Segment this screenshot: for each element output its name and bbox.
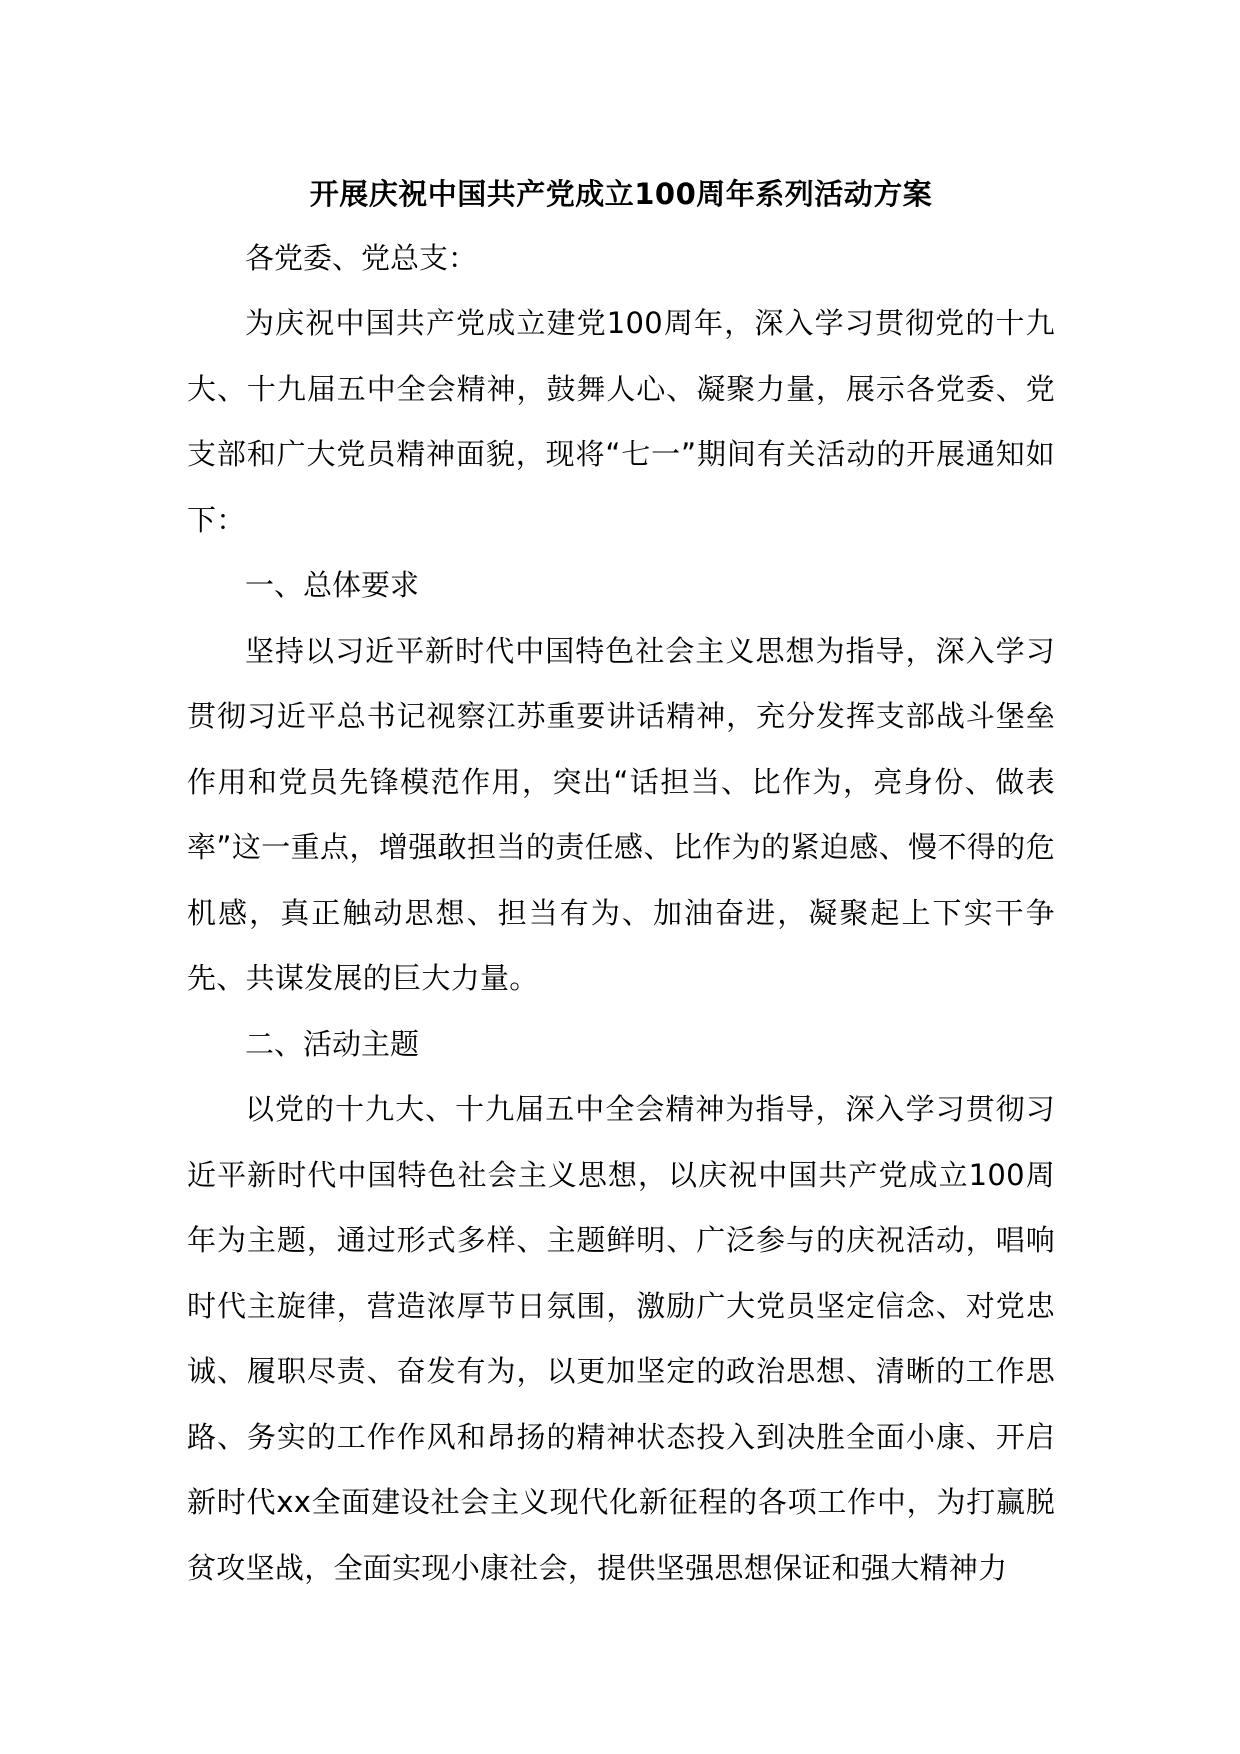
document-title: 开展庆祝中国共产党成立100周年系列活动方案	[309, 177, 933, 211]
intro-paragraph: 为庆祝中国共产党成立建党100周年，深入学习贯彻党的十九大、十九届五中全会精神，鼓舞人心、凝聚力量，展示各党委、党支部和广大党员精神面貌，现将“七一”期间有关活动的开展通知如下：	[187, 306, 1055, 537]
section-body-general-requirements: 坚持以习近平新时代中国特色社会主义思想为指导，深入学习贯彻习近平总书记视察江苏重要讲话精神，充分发挥支部战斗堡垒作用和党员先锋模范作用，突出“话担当、比作为，亮身份、做表率”这一重点，增强敢担当的责任感、比作为的紧迫感、慢不得的危机感，真正触动思想、担当有为、加油奋进，凝聚起上下实干争先、共谋发展的巨大力量。	[187, 633, 1055, 995]
section-heading-activity-theme: 二、活动主题	[245, 1026, 420, 1061]
section-heading-general-requirements: 一、总体要求	[245, 568, 420, 602]
salutation: 各党委、党总支：	[245, 241, 478, 275]
section-body-activity-theme: 以党的十九大、十九届五中全会精神为指导，深入学习贯彻习近平新时代中国特色社会主义思想，以庆祝中国共产党成立100周年为主题，通过形式多样、主题鲜明、广泛参与的庆祝活动，唱响时代主旋律，营造浓厚节日氛围，激励广大党员坚定信念、对党忠诚、履职尽责、奋发有为，以更加坚定的政治思想、清晰的工作思路、务实的工作作风和昂扬的精神状态投入到决胜全面小康、开启新时代xx全面建设社会主义现代化新征程的各项工作中，为打赢脱贫攻坚战，全面实现小康社会，提供坚强思想保证和强大精神力	[187, 1092, 1055, 1585]
document-page	[187, 174, 1055, 1601]
